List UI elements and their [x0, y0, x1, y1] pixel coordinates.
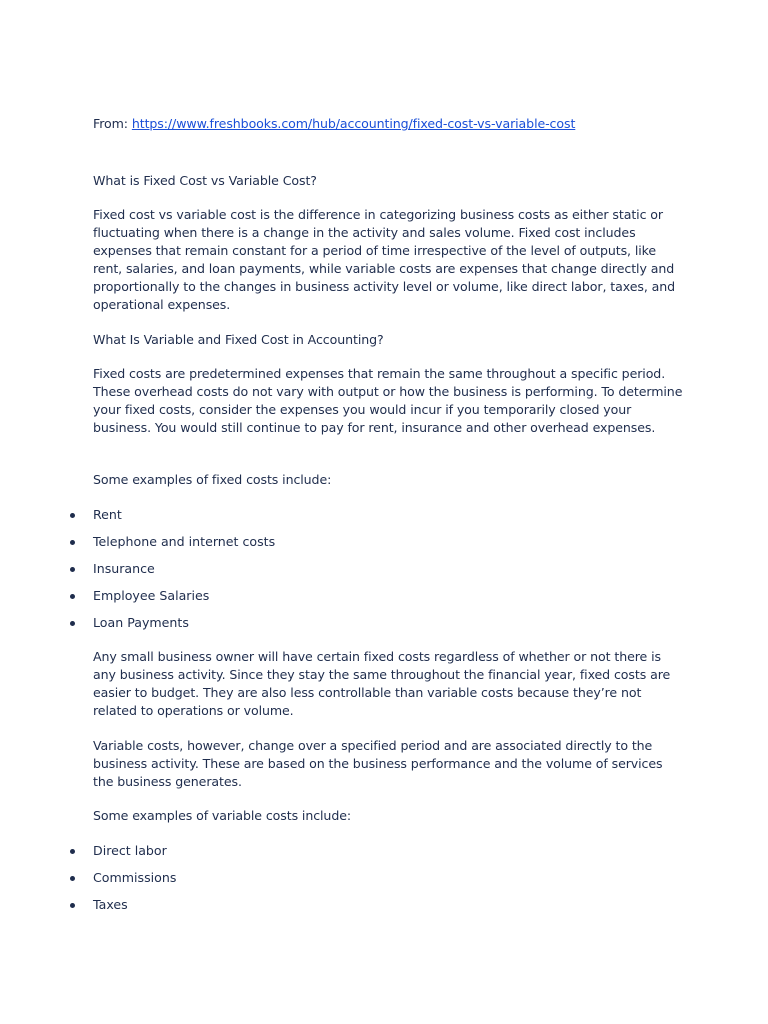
paragraph-fixed-budget: Any small business owner will have certain fixed costs regardless of whether or not there is any business activity. Since they stay the same throughout the financial year, fixed costs are easier to budget. They are also less controllable than variable costs because they’re not related to operations or volume.	[93, 649, 671, 718]
list-item-label: Commissions	[93, 870, 177, 885]
paragraph-definition: Fixed cost vs variable cost is the difference in categorizing business costs as either static or fluctuating when there is a change in the activity and sales volume. Fixed cost includes expenses that remain constant for a period of time irrespective of the level of outputs, like rent, salaries, and loan payments, while variable costs are expenses that change directly and proportionally to the changes in business activity level or volume, like direct labor, taxes, and operational expenses.	[93, 207, 676, 312]
list-item-label: Insurance	[93, 561, 155, 576]
list-item-label: Telephone and internet costs	[93, 534, 276, 549]
list-item-label: Taxes	[93, 897, 128, 912]
bullet-icon	[70, 567, 75, 572]
fixed-examples-intro: Some examples of fixed costs include:	[93, 472, 332, 487]
bullet-icon	[70, 849, 75, 854]
bullet-icon	[70, 621, 75, 626]
list-item-label: Employee Salaries	[93, 588, 210, 603]
source-line	[93, 115, 683, 133]
list-item-label: Loan Payments	[93, 615, 189, 630]
source-link[interactable]: https://www.freshbooks.com/hub/accounting/fixed-cost-vs-variable-cost	[131, 116, 576, 131]
heading-fixed-vs-variable: What is Fixed Cost vs Variable Cost?	[93, 173, 317, 188]
bullet-icon	[70, 540, 75, 545]
list-item-label: Rent	[93, 507, 122, 522]
list-item-label: Direct labor	[93, 843, 167, 858]
heading-accounting: What Is Variable and Fixed Cost in Accounting?	[93, 332, 384, 347]
bullet-icon	[70, 876, 75, 881]
bullet-icon	[70, 594, 75, 599]
bullet-icon	[70, 903, 75, 908]
bullet-icon	[70, 513, 75, 518]
paragraph-fixed-costs: Fixed costs are predetermined expenses that remain the same throughout a specific period. These overhead costs do not vary with output or how the business is performing. To determine your fixed costs, consider the expenses you would incur if you temporarily closed your business. You would still continue to pay for rent, insurance and other overhead expenses.	[93, 366, 683, 435]
source-label: From:	[93, 116, 128, 131]
variable-examples-intro: Some examples of variable costs include:	[93, 808, 352, 823]
paragraph-variable-costs: Variable costs, however, change over a specified period and are associated directly to the business activity. These are based on the business performance and the volume of services the business generates.	[93, 738, 663, 789]
